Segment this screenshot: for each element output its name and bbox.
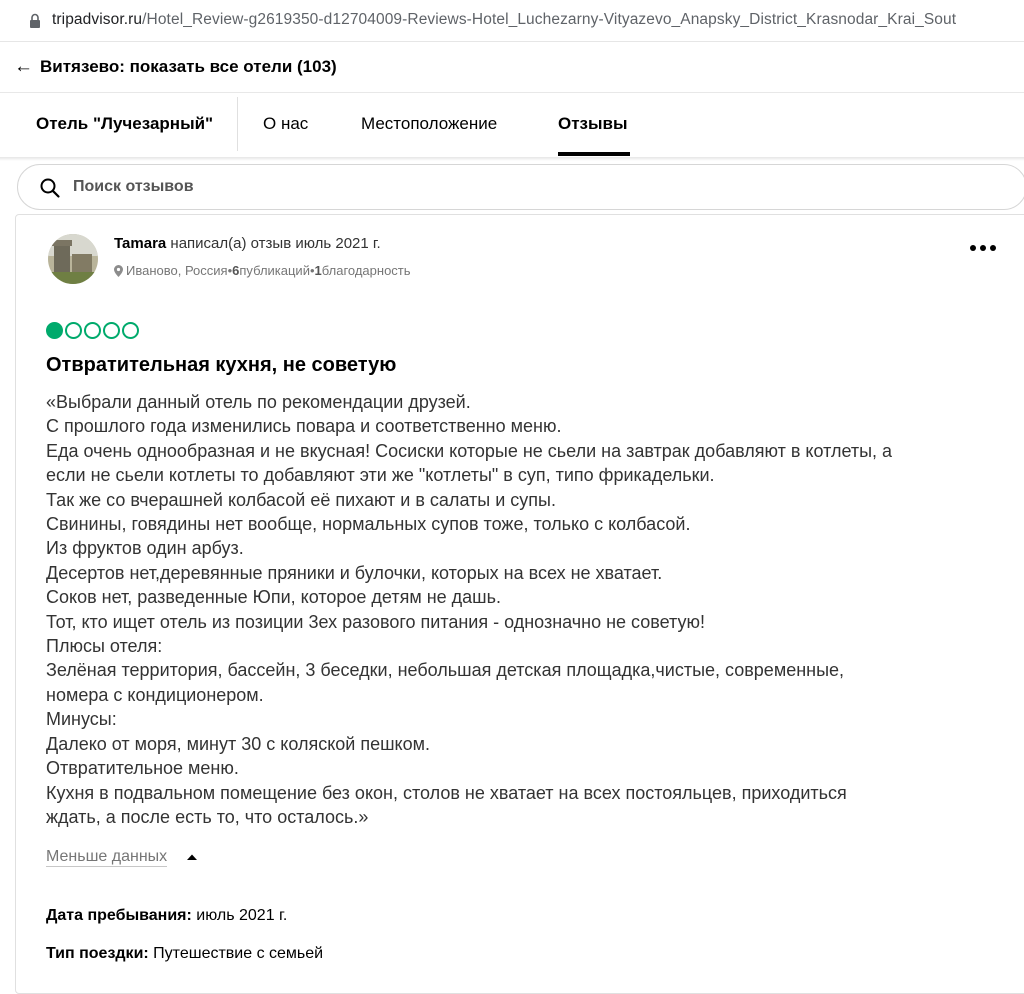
rating-bubbles bbox=[46, 322, 139, 339]
tab-bar bbox=[0, 93, 1024, 157]
stay-date-value: июль 2021 г. bbox=[191, 907, 288, 924]
review-date-text: написал(а) отзыв июль 2021 г. bbox=[166, 235, 381, 252]
back-navigation[interactable] bbox=[0, 43, 1024, 93]
lock-icon bbox=[29, 13, 41, 29]
stay-date bbox=[46, 907, 287, 925]
url-host: tripadvisor.ru bbox=[52, 11, 143, 28]
active-tab-indicator bbox=[558, 152, 630, 156]
tab-reviews[interactable]: Отзывы bbox=[558, 114, 628, 133]
review-search-input[interactable] bbox=[17, 164, 1024, 210]
back-arrow-icon[interactable]: ← bbox=[14, 56, 33, 77]
publications-label: публикаций bbox=[239, 263, 310, 278]
tab-hotel-name[interactable]: Отель "Лучезарный" bbox=[36, 114, 214, 133]
tab-divider bbox=[237, 97, 238, 151]
avatar-image bbox=[48, 234, 98, 284]
author-location: Иваново, Россия bbox=[126, 263, 228, 278]
rating-bubble-empty bbox=[103, 322, 120, 339]
trip-type bbox=[46, 945, 323, 963]
rating-bubble-empty bbox=[84, 322, 101, 339]
back-link[interactable]: Витязево: показать все отели (103) bbox=[40, 57, 337, 76]
show-less-link[interactable]: Меньше данных bbox=[46, 848, 168, 865]
publications-count: 6 bbox=[232, 263, 240, 278]
search-icon bbox=[39, 177, 61, 199]
search-placeholder: Поиск отзывов bbox=[73, 178, 194, 195]
author-meta bbox=[114, 263, 411, 278]
review-title[interactable]: Отвратительная кухня, не советую bbox=[46, 354, 397, 376]
caret-up-icon[interactable] bbox=[186, 853, 198, 861]
review-text: «Выбрали данный отель по рекомендации друзей. С прошлого года изменились повара и соответственно меню. Еда очень однообразная и не вкусная! Сосиски которые не сьели на завтрак добавляют в котлеты, а если не сьели котлеты то добавляют эти же "котлеты" в суп, типо фрикадельки. Так же со вчерашней колбасой её пихают и в салаты и супы. Свинины, говядины нет вообще, нормальных супов тоже, только с колбасой. Из фруктов один арбуз. Десертов нет,деревянные пряники и булочки, которых на всех не хватает. Соков нет, разведенные Юпи, которое детям не дашь. Тот, кто ищет отель из позиции 3ех разового питания - однозначно не советую! Плюсы отеля: Зелёная территория, бассейн, 3 беседки, небольшая детская площадка,чистые, современные, номера с кондиционером. Минусы: Далеко от моря, минут 30 с коляской пешком. Отвратительное меню. Кухня в подвальном помещение без окон, столов не хватает на всех постояльцев, приходиться ждать, а после есть то, что осталось.» bbox=[46, 392, 893, 827]
rating-bubble-empty bbox=[122, 322, 139, 339]
review-author-line bbox=[114, 235, 381, 252]
rating-bubble-filled bbox=[46, 322, 63, 339]
stay-date-label: Дата пребывания: bbox=[46, 907, 192, 924]
tab-location[interactable]: Местоположение bbox=[361, 114, 498, 133]
trip-type-value: Путешествие с семьей bbox=[148, 945, 324, 962]
trip-type-label: Тип поездки: bbox=[46, 945, 149, 962]
thanks-count: 1 bbox=[314, 263, 322, 278]
url-path: /Hotel_Review-g2619350-d12704009-Reviews-Hotel_Luchezarny-Vityazevo_Anapsky_District_Krasnodar_Krai_Sout bbox=[142, 11, 957, 28]
tab-bar-shadow bbox=[0, 157, 1024, 161]
meta-separator: • bbox=[227, 263, 233, 278]
browser-address-bar[interactable] bbox=[0, 0, 1024, 42]
avatar[interactable] bbox=[48, 234, 98, 284]
thanks-label: благодарность bbox=[321, 263, 411, 278]
author-name[interactable]: Tamara bbox=[114, 235, 167, 252]
tab-about[interactable]: О нас bbox=[263, 114, 309, 133]
meta-separator: • bbox=[309, 263, 315, 278]
rating-bubble-empty bbox=[65, 322, 82, 339]
location-pin-icon bbox=[114, 265, 123, 277]
url-text[interactable] bbox=[52, 11, 956, 29]
more-options-icon[interactable] bbox=[968, 240, 998, 256]
